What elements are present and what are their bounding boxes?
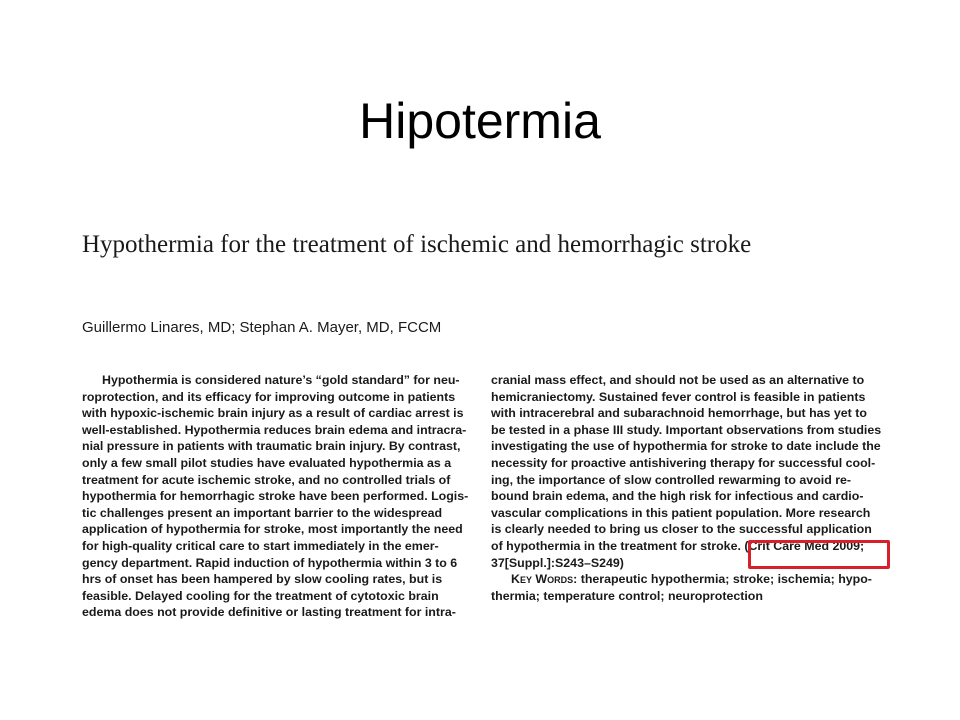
abstract-line: feasible. Delayed cooling for the treatment of cytotoxic brain (82, 588, 439, 603)
abstract-line: is clearly needed to bring us closer to the successful application (491, 522, 872, 537)
abstract-line: tic challenges present an important barrier to the widespread (82, 505, 443, 520)
paper-authors: Guillermo Linares, MD; Stephan A. Mayer, MD, FCCM (82, 319, 442, 336)
abstract-line: application of hypothermia for stroke, most importantly the need (82, 522, 463, 537)
abstract-line: for high-quality critical care to start immediately in the emer- (82, 538, 439, 553)
abstract-line: hrs of onset has been hampered by slow cooling rates, but is (82, 572, 443, 587)
abstract-line: nial pressure in patients with traumatic brain injury. By contrast, (82, 439, 461, 454)
abstract-line: only a few small pilot studies have evaluated hypothermia as a (82, 455, 452, 470)
abstract-line: Hypothermia is considered nature’s “gold standard” for neu- (102, 373, 460, 387)
abstract-line: hemicraniectomy. Sustained fever control is feasible in patients (491, 389, 866, 404)
abstract-line: gency department. Rapid induction of hypothermia within 3 to 6 (82, 555, 458, 570)
abstract-line: necessity for proactive antishivering therapy for successful cool- (491, 455, 876, 470)
slide-title: Hipotermia (359, 93, 601, 149)
abstract-line: with hypoxic-ischemic brain injury as a result of cardiac arrest is (82, 406, 464, 421)
abstract-line: ing, the importance of slow controlled rewarming to avoid re- (491, 472, 852, 487)
citation-highlight-box (748, 540, 890, 569)
abstract-left-column (82, 372, 475, 621)
abstract-line: be tested in a phase III study. Important observations from studies (491, 422, 881, 437)
abstract-line: hypothermia for hemorrhagic stroke have been performed. Logis- (82, 489, 469, 504)
abstract-line: roprotection, and its efficacy for improving outcome in patients (82, 389, 456, 404)
abstract-line: bound brain edema, and the high risk for infectious and cardio- (491, 489, 864, 504)
abstract-line: cranial mass effect, and should not be used as an alternative to (491, 373, 865, 387)
paper-title: Hypothermia for the treatment of ischemic and hemorrhagic stroke (82, 231, 752, 258)
abstract-line: edema does not provide definitive or lasting treatment for intra- (82, 605, 456, 620)
abstract-right-column (491, 372, 881, 604)
abstract-line: treatment for acute ischemic stroke, and no controlled trials of (82, 472, 451, 487)
abstract-line: investigating the use of hypothermia for stroke to date include the (491, 439, 881, 454)
keywords-line-2: thermia; temperature control; neuroprotection (491, 588, 763, 603)
keywords-text: therapeutic hypothermia; stroke; ischemia; hypo- (580, 572, 872, 587)
abstract-line: of hypothermia in the treatment for stroke. (Crit Care Med 2009; (491, 538, 865, 553)
abstract-line: with intracerebral and subarachnoid hemorrhage, but has yet to (491, 406, 867, 421)
abstract-line: 37[Suppl.]:S243–S249) (491, 555, 624, 570)
abstract-line: well-established. Hypothermia reduces brain edema and intracra- (82, 422, 467, 437)
keywords-label: Key Words: (511, 572, 578, 587)
abstract-line: vascular complications in this patient population. More research (491, 505, 871, 520)
keywords-line (491, 571, 881, 588)
